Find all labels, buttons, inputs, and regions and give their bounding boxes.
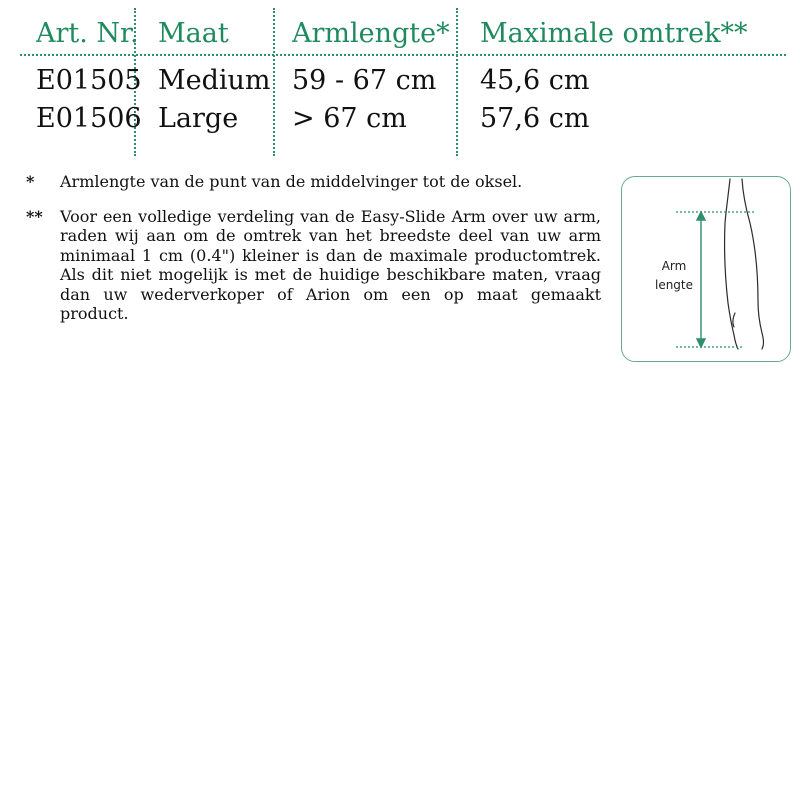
arm-label-line1: Arm	[661, 259, 687, 273]
row2-armlengte: > 67 cm	[292, 103, 407, 134]
column-divider	[273, 8, 275, 156]
column-divider	[456, 8, 458, 156]
footnote-text: Armlengte van de punt van de middelvinger tot de oksel.	[60, 172, 523, 191]
arm-length-label	[644, 257, 704, 295]
header-armlengte: Armlengte*	[292, 18, 450, 49]
row1-maat: Medium	[158, 65, 271, 96]
row2-art-nr: E01506	[36, 103, 142, 134]
header-art-nr: Art. Nr.	[36, 18, 139, 49]
arm-label-line2: lengte	[654, 278, 694, 292]
footnote-mark: *	[26, 172, 35, 191]
row2-omtrek: 57,6 cm	[480, 103, 590, 134]
footnote-mark: **	[26, 206, 43, 226]
footnotes	[26, 172, 601, 339]
size-table	[20, 8, 786, 158]
row1-omtrek: 45,6 cm	[480, 65, 590, 96]
row1-art-nr: E01505	[36, 65, 142, 96]
header-maximale-omtrek: Maximale omtrek**	[480, 18, 748, 49]
row2-maat: Large	[158, 103, 239, 134]
footnote-armlengte	[26, 172, 601, 192]
row1-armlengte: 59 - 67 cm	[292, 65, 437, 96]
footnote-omtrek	[26, 207, 601, 324]
footnote-text: Voor een volledige verdeling van de Easy-Slide Arm over uw arm, raden wij aan om de omtrek van het breedste deel van uw arm minimaal 1 cm (0.4") kleiner is dan de maximale productomtrek. Als dit niet mogelijk is met de huidige beschikbare maten, vraag dan uw wederverkoper of Arion om een op maat gemaakt product.	[60, 206, 601, 323]
arm-length-figure	[621, 176, 791, 362]
header-maat: Maat	[158, 18, 229, 49]
